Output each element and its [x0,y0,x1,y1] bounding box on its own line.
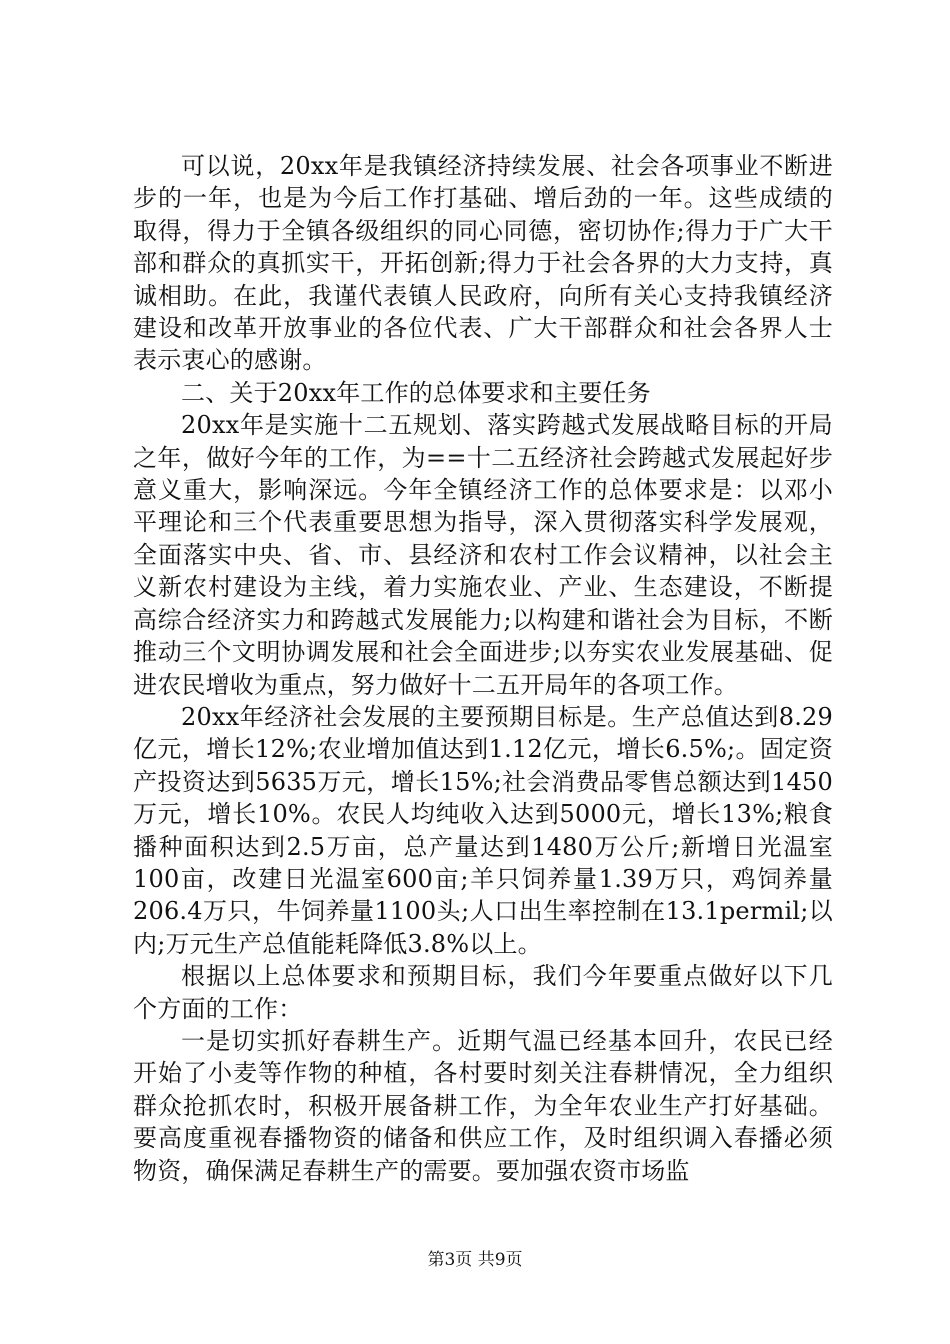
document-body [133,150,833,1187]
paragraph-key-work-intro: 根据以上总体要求和预期目标，我们今年要重点做好以下几个方面的工作： [133,962,833,1023]
page-number-footer: 第3页 共9页 [427,1250,523,1270]
paragraph-general-requirements: 20xx年是实施十二五规划、落实跨越式发展战略目标的开局之年，做好今年的工作，为==十二五经济社会跨越式发展起好步意义重大，影响深远。今年全镇经济工作的总体要求是：以邓小平理论和三个代表重要思想为指导，深入贯彻落实科学发展观，全面落实中央、省、市、县经济和农村工作会议精神，以社会主义新农村建设为主线，着力实施农业、产业、生态建设，不断提高综合经济实力和跨越式发展能力;以构建和谐社会为目标，不断推动三个文明协调发展和社会全面进步;以夯实农业发展基础、促进农民增收为重点，努力做好十二五开局年的各项工作。 [133,411,833,699]
paragraph-acknowledgement: 可以说，20xx年是我镇经济持续发展、社会各项事业不断进步的一年，也是为今后工作打基础、增后劲的一年。这些成绩的取得，得力于全镇各级组织的同心同德，密切协作;得力于广大干部和群众的真抓实干，开拓创新;得力于社会各界的大力支持，真诚相助。在此，我谨代表镇人民政府，向所有关心支持我镇经济建设和改革开放事业的各位代表、广大干部群众和社会各界人士表示衷心的感谢。 [133,152,833,375]
section-heading-general-requirements: 二、关于20xx年工作的总体要求和主要任务 [181,378,651,407]
paragraph-spring-farming: 一是切实抓好春耕生产。近期气温已经基本回升，农民已经开始了小麦等作物的种植，各村要时刻关注春耕情况，全力组织群众抢抓农时，积极开展备耕工作，为全年农业生产打好基础。要高度重视春播物资的储备和供应工作，及时组织调入春播必须物资，确保满足春耕生产的需要。要加强农资市场监 [133,1026,833,1185]
paragraph-expected-targets: 20xx年经济社会发展的主要预期目标是。生产总值达到8.29亿元，增长12%;农业增加值达到1.12亿元，增长6.5%;。固定资产投资达到5635万元，增长15%;社会消费品零售总额达到1450万元，增长10%。农民人均纯收入达到5000元，增长13%;粮食播种面积达到2.5万亩，总产量达到1480万公斤;新增日光温室100亩，改建日光温室600亩;羊只饲养量1.39万只，鸡饲养量206.4万只，牛饲养量1100头;人口出生率控制在13.1permil;以内;万元生产总值能耗降低3.8%以上。 [133,702,833,958]
